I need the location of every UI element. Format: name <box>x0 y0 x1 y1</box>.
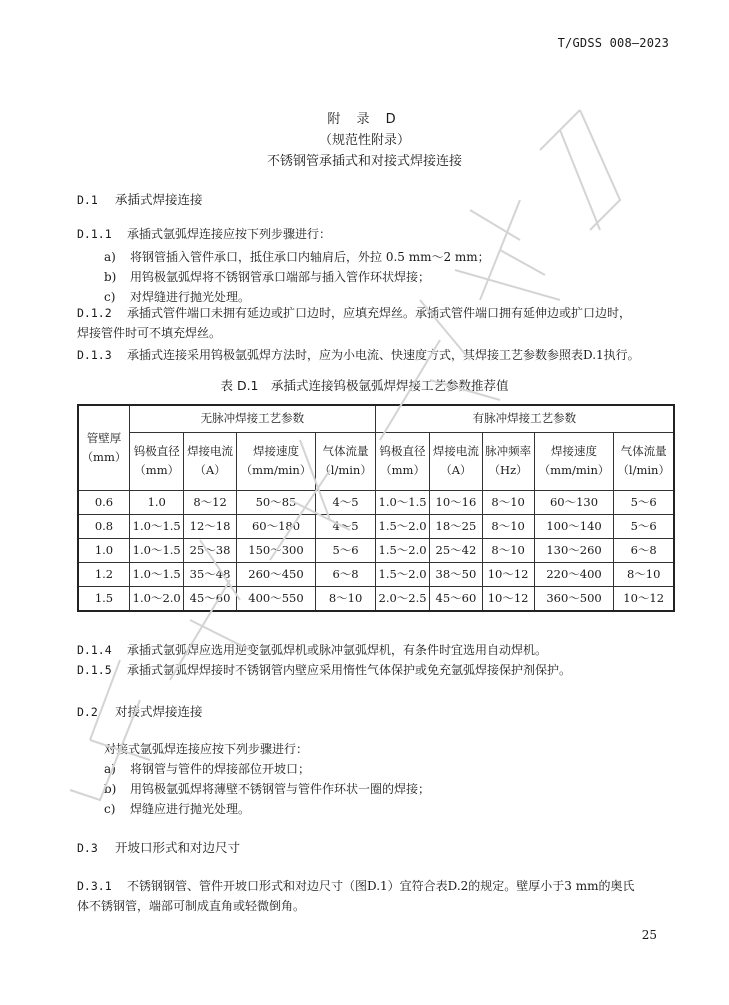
table-cell: 5～6 <box>614 490 674 514</box>
list-item <box>104 248 490 265</box>
table-cell: 5～6 <box>614 514 674 538</box>
clause-d1-1 <box>77 224 677 244</box>
list-label: b) <box>104 782 117 796</box>
clause-d1-5 <box>77 660 677 680</box>
table-cell: 1.0～1.5 <box>129 562 184 586</box>
list-text: 将钢管插入管件承口，抵住承口内轴肩后，外拉 0.5 mm～2 mm； <box>130 250 490 264</box>
header-no-pulse: 无脉冲焊接工艺参数 <box>129 405 375 432</box>
clause-text: 承插式氩弧焊应选用逆变氩弧焊机或脉冲氩弧焊机，有条件时宜选用自动焊机。 <box>127 643 548 657</box>
clause-number: D.1.1 <box>77 227 112 241</box>
table-cell: 1.0～1.5 <box>129 514 184 538</box>
section-title: 承插式焊接连接 <box>114 192 203 207</box>
clause-number: D.1.5 <box>77 663 112 677</box>
clause-text-cont: 体不锈钢管，端部可制成直角或轻微倒角。 <box>77 899 306 913</box>
section-heading-d1 <box>77 190 203 208</box>
clause-text: 不锈钢钢管、管件开坡口形式和对边尺寸（图D.1）宜符合表D.2的规定。壁厚小于3 mm的奥氏 <box>127 879 635 893</box>
appendix-title: 附 录 D <box>327 112 402 127</box>
table-cell: 1.2 <box>78 562 129 586</box>
table-cell: 1.0 <box>129 490 184 514</box>
table-cell: 50～85 <box>236 490 316 514</box>
section-number: D.3 <box>77 841 98 855</box>
section-heading-d3 <box>77 838 240 856</box>
table-cell: 8～10 <box>316 586 375 611</box>
section-number: D.1 <box>77 193 98 207</box>
list-text: 用钨极氩弧焊将薄壁不锈钢管与管件作环状一圈的焊接； <box>130 782 431 796</box>
d2-intro: 对接式氩弧焊连接应按下列步骤进行： <box>104 742 309 756</box>
table-cell: 1.5～2.0 <box>375 538 430 562</box>
table-caption: 表 D.1 承插式连接钨极氩弧焊焊接工艺参数推荐值 <box>220 378 509 393</box>
list-label: a) <box>104 762 116 776</box>
table-cell: 1.0 <box>78 538 129 562</box>
clause-number: D.3.1 <box>77 879 112 893</box>
section-title: 对接式焊接连接 <box>114 704 203 719</box>
table-cell: 400～550 <box>236 586 316 611</box>
section-heading-d2 <box>77 702 203 720</box>
table-cell: 8～10 <box>614 562 674 586</box>
table-cell: 150～300 <box>236 538 316 562</box>
column-header: 焊接电流 （A） <box>184 432 236 490</box>
table-row <box>78 490 674 514</box>
table-cell: 60～180 <box>236 514 316 538</box>
table-cell: 45～60 <box>430 586 482 611</box>
table-cell: 25～38 <box>184 538 236 562</box>
table-row <box>78 514 674 538</box>
table-cell: 220～400 <box>534 562 614 586</box>
table-cell: 6～8 <box>316 562 375 586</box>
table-cell: 38～50 <box>430 562 482 586</box>
table-cell: 6～8 <box>614 538 674 562</box>
clause-number: D.1.4 <box>77 643 112 657</box>
column-header: 气体流量 （l/min） <box>614 432 674 490</box>
list-label: c) <box>104 290 116 304</box>
table-cell: 1.0～1.5 <box>129 538 184 562</box>
clause-number: D.1.3 <box>77 348 112 362</box>
table-cell: 4～5 <box>316 514 375 538</box>
column-header: 焊接速度 （mm/min） <box>236 432 316 490</box>
table-cell: 1.5～2.0 <box>375 562 430 586</box>
table-cell: 360～500 <box>534 586 614 611</box>
table-cell: 8～10 <box>482 514 534 538</box>
table-cell: 8～10 <box>482 490 534 514</box>
table-row <box>78 562 674 586</box>
table-cell: 2.0～2.5 <box>375 586 430 611</box>
table-cell: 10～12 <box>482 562 534 586</box>
header-pulse: 有脉冲焊接工艺参数 <box>375 405 674 432</box>
column-header: 气体流量 （l/min） <box>316 432 375 490</box>
clause-text: 承插式氩弧焊连接应按下列步骤进行： <box>127 227 332 241</box>
table-row <box>78 538 674 562</box>
table-cell: 1.0～2.0 <box>129 586 184 611</box>
table-cell: 100～140 <box>534 514 614 538</box>
header-wall-thickness: 管壁厚 （mm） <box>78 405 129 490</box>
clause-d1-4 <box>77 640 677 660</box>
list-item <box>104 780 430 797</box>
column-header: 焊接电流 （A） <box>430 432 482 490</box>
table-cell: 10～12 <box>482 586 534 611</box>
table-cell: 25～42 <box>430 538 482 562</box>
table-cell: 1.5～2.0 <box>375 514 430 538</box>
clause-text: 承插式管件端口未拥有延边或扩口边时，应填充焊丝。承插式管件端口拥有延伸边或扩口边时， <box>127 306 632 320</box>
list-label: c) <box>104 802 116 816</box>
clause-number: D.1.2 <box>77 306 112 320</box>
page-number: 25 <box>641 928 657 942</box>
list-text: 用钨极氩弧焊将不锈钢管承口端部与插入管作环状焊接； <box>130 270 431 284</box>
clause-text: 承插式连接采用钨极氩弧焊方法时，应为小电流、快速度方式，其焊接工艺参数参照表D.1执行。 <box>127 348 640 362</box>
table-cell: 45～60 <box>184 586 236 611</box>
table-cell: 260～450 <box>236 562 316 586</box>
list-text: 焊缝应进行抛光处理。 <box>130 802 251 816</box>
table-cell: 10～12 <box>614 586 674 611</box>
table-cell: 1.5 <box>78 586 129 611</box>
list-item <box>104 800 250 817</box>
column-header: 焊接速度 （mm/min） <box>534 432 614 490</box>
column-header: 脉冲频率 （Hz） <box>482 432 534 490</box>
clause-text-cont: 焊接管件时可不填充焊丝。 <box>77 326 222 340</box>
table-cell: 12～18 <box>184 514 236 538</box>
appendix-subtitle: （规范性附录） <box>318 133 410 148</box>
table-cell: 35～48 <box>184 562 236 586</box>
standard-number: T/GDSS 008—2023 <box>557 36 669 50</box>
clause-d1-2 <box>77 303 677 343</box>
section-number: D.2 <box>77 705 98 719</box>
table-cell: 4～5 <box>316 490 375 514</box>
appendix-name: 不锈钢管承插式和对接式焊接连接 <box>266 154 462 169</box>
table-cell: 0.6 <box>78 490 129 514</box>
list-text: 将钢管与管件的焊接部位开坡口； <box>130 762 311 776</box>
clause-d1-3 <box>77 345 677 365</box>
table-cell: 130～260 <box>534 538 614 562</box>
table-cell: 18～25 <box>430 514 482 538</box>
clause-text: 承插式氩弧焊焊接时不锈钢管内壁应采用惰性气体保护或免充氩弧焊接保护剂保护。 <box>127 663 572 677</box>
list-label: a) <box>104 250 116 264</box>
welding-parameters-table <box>77 404 675 612</box>
table-cell: 8～10 <box>482 538 534 562</box>
column-header: 钨极直径 （mm） <box>129 432 184 490</box>
list-label: b) <box>104 270 117 284</box>
section-title: 开坡口形式和对边尺寸 <box>114 840 240 855</box>
table-cell: 1.0～1.5 <box>375 490 430 514</box>
table-cell: 8～12 <box>184 490 236 514</box>
list-text: 对焊缝进行抛光处理。 <box>130 290 251 304</box>
clause-d3-1 <box>77 876 677 916</box>
list-item <box>104 268 430 285</box>
table-cell: 10～16 <box>430 490 482 514</box>
table-row <box>78 586 674 611</box>
list-item <box>104 760 310 777</box>
table-cell: 5～6 <box>316 538 375 562</box>
table-cell: 60～130 <box>534 490 614 514</box>
column-header: 钨极直径 （mm） <box>375 432 430 490</box>
table-cell: 0.8 <box>78 514 129 538</box>
